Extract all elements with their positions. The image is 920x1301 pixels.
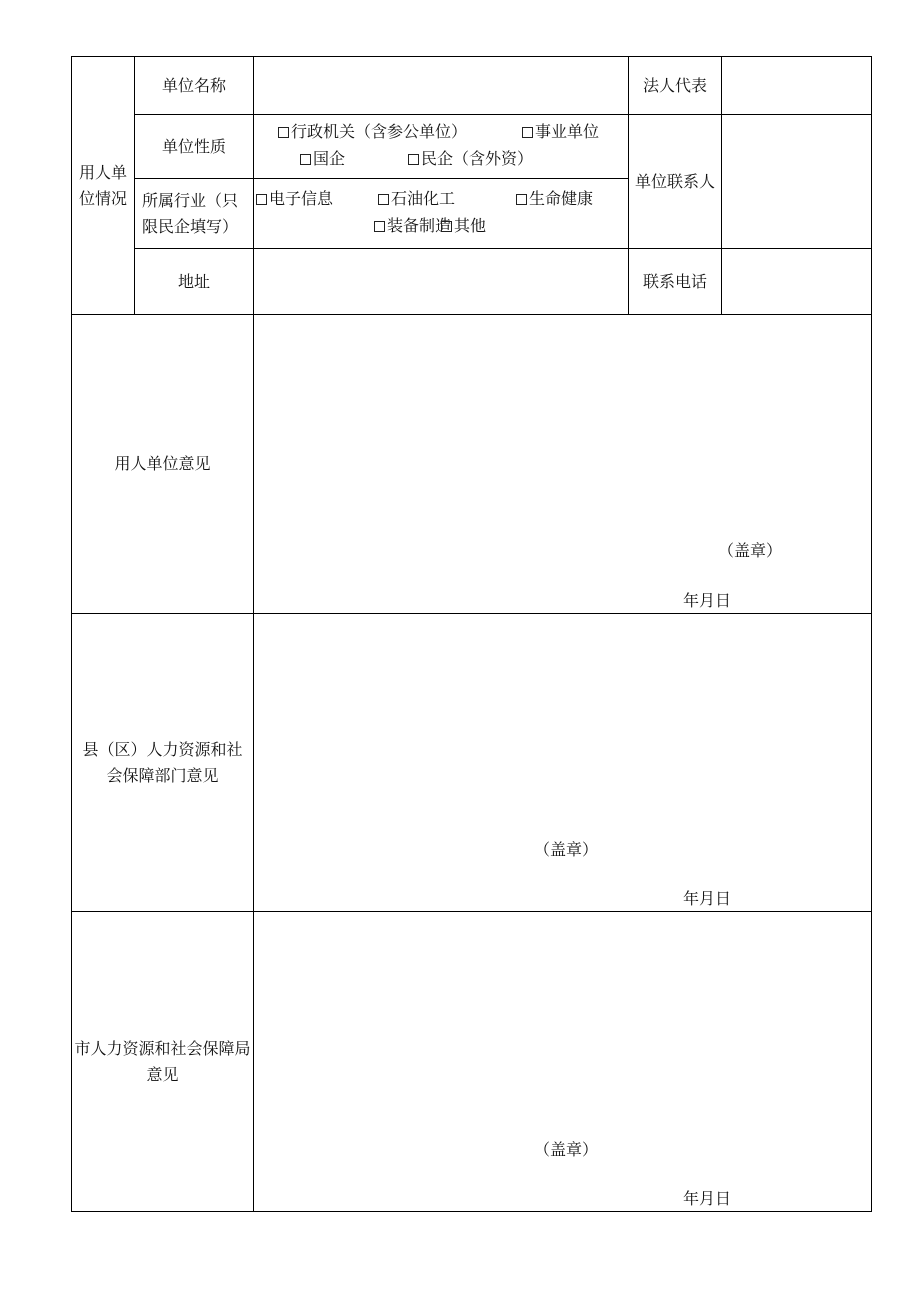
- employer-opinion-seal: （盖章）: [718, 541, 783, 560]
- city-opinion-field[interactable]: [254, 912, 871, 1211]
- phone-label: 联系电话: [642, 271, 707, 291]
- employer-opinion-field[interactable]: [254, 315, 871, 613]
- industry-option-other[interactable]: 其他: [441, 215, 486, 237]
- checkbox-icon[interactable]: [441, 221, 452, 232]
- unit-nature-option-admin[interactable]: 行政机关（含参公单位）: [278, 121, 467, 143]
- city-opinion-label: 市人力资源和社会保障局意见: [74, 1038, 251, 1084]
- city-opinion-date: 年月日: [683, 1189, 732, 1208]
- checkbox-icon[interactable]: [378, 194, 389, 205]
- industry-option-electronics[interactable]: 电子信息: [256, 188, 333, 210]
- unit-nature-option-public-institution[interactable]: 事业单位: [522, 121, 599, 143]
- unit-name-field[interactable]: [254, 57, 628, 114]
- unit-name-label: 单位名称: [161, 75, 226, 95]
- unit-nature-option-soe[interactable]: 国企: [300, 148, 345, 170]
- table-border-bottom: [71, 1211, 872, 1212]
- county-opinion-field[interactable]: [254, 614, 871, 911]
- checkbox-icon[interactable]: [516, 194, 527, 205]
- address-label: 地址: [177, 271, 210, 291]
- contact-person-label: 单位联系人: [634, 171, 715, 191]
- checkbox-icon[interactable]: [522, 127, 533, 138]
- employer-section-label: 用人单位情况: [78, 162, 127, 208]
- table-border-right: [871, 56, 872, 1212]
- unit-nature-label: 单位性质: [161, 136, 226, 156]
- checkbox-icon[interactable]: [256, 194, 267, 205]
- unit-nature-option-private[interactable]: 民企（含外资）: [408, 148, 533, 170]
- industry-option-petrochemical[interactable]: 石油化工: [378, 188, 455, 210]
- industry-option-equipment[interactable]: 装备制造: [374, 215, 451, 237]
- county-opinion-label: 县（区）人力资源和社会保障部门意见: [82, 739, 243, 785]
- employer-opinion-date: 年月日: [683, 591, 732, 610]
- employer-opinion-label: 用人单位意见: [114, 454, 211, 473]
- county-opinion-seal: （盖章）: [534, 840, 599, 859]
- checkbox-icon[interactable]: [408, 154, 419, 165]
- contact-person-field[interactable]: [722, 115, 871, 248]
- city-opinion-seal: （盖章）: [534, 1140, 599, 1159]
- checkbox-icon[interactable]: [374, 221, 385, 232]
- checkbox-icon[interactable]: [300, 154, 311, 165]
- address-field[interactable]: [254, 249, 628, 314]
- phone-field[interactable]: [722, 249, 871, 314]
- industry-label: 所属行业（只限民企填写）: [142, 190, 239, 236]
- legal-rep-label: 法人代表: [642, 75, 707, 95]
- checkbox-icon[interactable]: [278, 127, 289, 138]
- legal-rep-field[interactable]: [722, 57, 871, 114]
- industry-option-life-health[interactable]: 生命健康: [516, 188, 593, 210]
- county-opinion-date: 年月日: [683, 889, 732, 908]
